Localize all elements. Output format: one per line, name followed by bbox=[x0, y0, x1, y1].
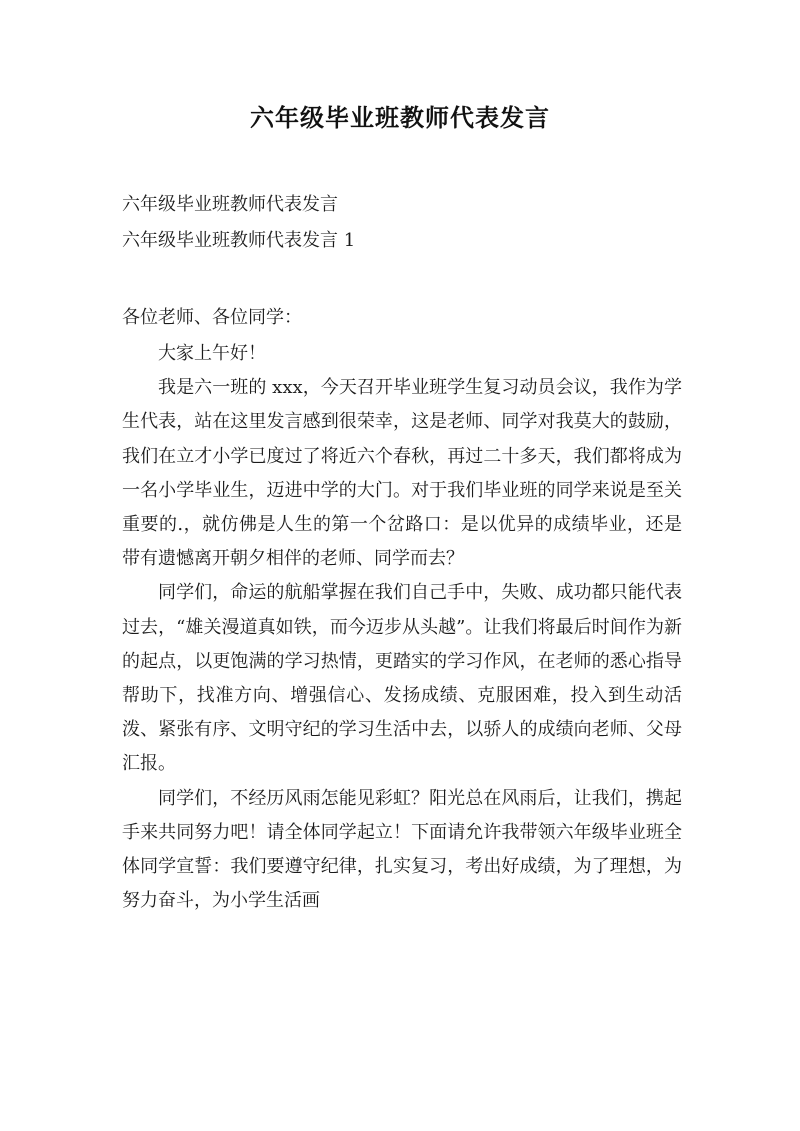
paragraph-introduction: 我是六一班的 xxx，今天召开毕业班学生复习动员会议，我作为学生代表，站在这里发言感到很荣幸，这是老师、同学对我莫大的鼓励，我们在立才小学已度过了将近六个春秋，再过二十多天，我们都将成为一名小学毕业生，迈进中学的大门。对于我们毕业班的同学来说是至关重要的.，就仿佛是人生的第一个岔路口：是以优异的成绩毕业，还是带有遗憾离开朝夕相伴的老师、同学而去？ bbox=[122, 377, 682, 570]
subtitle-line-2: 六年级毕业班教师代表发言 1 bbox=[122, 230, 356, 251]
document-body bbox=[122, 337, 682, 918]
salutation: 各位老师、各位同学： bbox=[122, 307, 302, 328]
document-title: 六年级毕业班教师代表发言 bbox=[250, 103, 550, 132]
paragraph-pledge: 同学们，不经历风雨怎能见彩虹？阳光总在风雨后，让我们，携起手来共同努力吧！请全体同学起立！下面请允许我带领六年级毕业班全体同学宣誓：我们要遵守纪律，扎实复习，考出好成绩，为了理想，为努力奋斗，为小学生活画 bbox=[122, 787, 682, 912]
subtitle-line-1: 六年级毕业班教师代表发言 bbox=[122, 194, 338, 215]
paragraph-greeting: 大家上午好！ bbox=[158, 343, 266, 364]
paragraph-encouragement: 同学们，命运的航船掌握在我们自己手中，失败、成功都只能代表过去，“雄关漫道真如铁，而今迈步从头越”。让我们将最后时间作为新的起点，以更饱满的学习热情，更踏实的学习作风，在老师的悉心指导帮助下，找准方向、增强信心、发扬成绩、克服困难，投入到生动活泼、紧张有序、文明守纪的学习生活中去，以骄人的成绩向老师、父母汇报。 bbox=[122, 582, 682, 775]
